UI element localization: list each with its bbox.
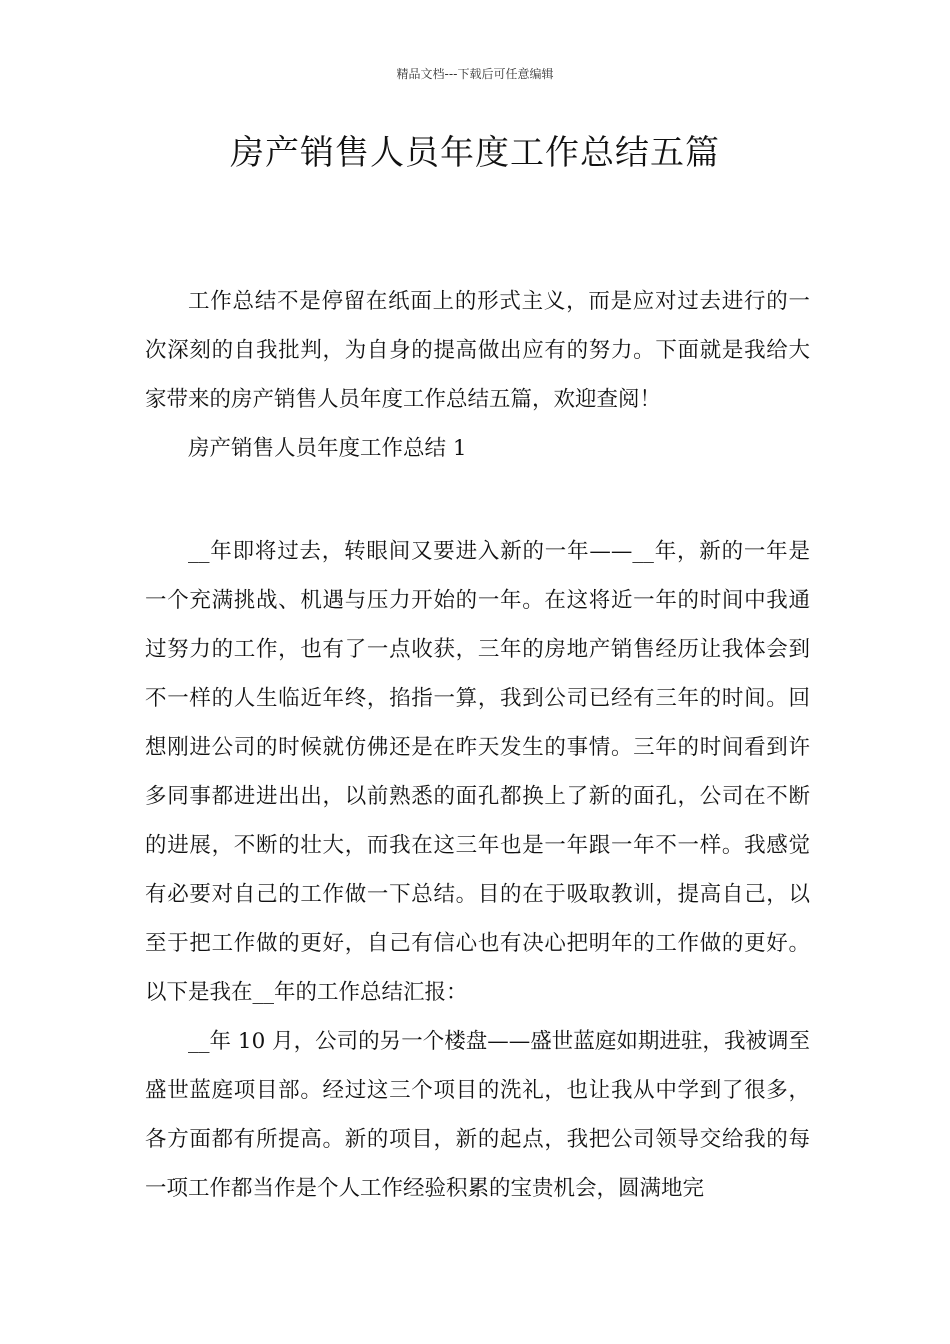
section-1-paragraph-1: __年即将过去，转眼间又要进入新的一年——__年，新的一年是一个充满挑战、机遇与压力开始的一年。在这将近一年的时间中我通过努力的工作，也有了一点收获，三年的房地产销售经历让我体会到不一样的人生临近年终，掐指一算，我到公司已经有三年的时间。回想刚进公司的时候就仿佛还是在昨天发生的事情。三年的时间看到许多同事都进进出出，以前熟悉的面孔都换上了新的面孔，公司在不断的进展，不断的壮大，而我在这三年也是一年跟一年不一样。我感觉有必要对自己的工作做一下总结。目的在于吸取教训，提高自己，以至于把工作做的更好，自己有信心也有决心把明年的工作做的更好。以下是我在__年的工作总结汇报： <box>145 539 810 1005</box>
intro-section <box>145 277 810 424</box>
document-title: 房产销售人员年度工作总结五篇 <box>230 133 720 173</box>
intro-paragraph: 工作总结不是停留在纸面上的形式主义，而是应对过去进行的一次深刻的自我批判，为自身的提高做出应有的努力。下面就是我给大家带来的房产销售人员年度工作总结五篇，欢迎查阅！ <box>145 289 810 412</box>
header-note: 精品文档---下载后可任意编辑 <box>396 67 554 81</box>
section-heading-text: 房产销售人员年度工作总结 1 <box>188 436 467 461</box>
section-1-body <box>145 527 810 1213</box>
section-1-paragraph-2: __年 10 月，公司的另一个楼盘——盛世蓝庭如期进驻，我被调至盛世蓝庭项目部。经过这三个项目的洗礼，也让我从中学到了很多，各方面都有所提高。新的项目，新的起点，我把公司领导交给我的每一项工作都当作是个人工作经验积累的宝贵机会，圆满地完 <box>145 1029 810 1201</box>
section-heading-1 <box>145 424 810 473</box>
